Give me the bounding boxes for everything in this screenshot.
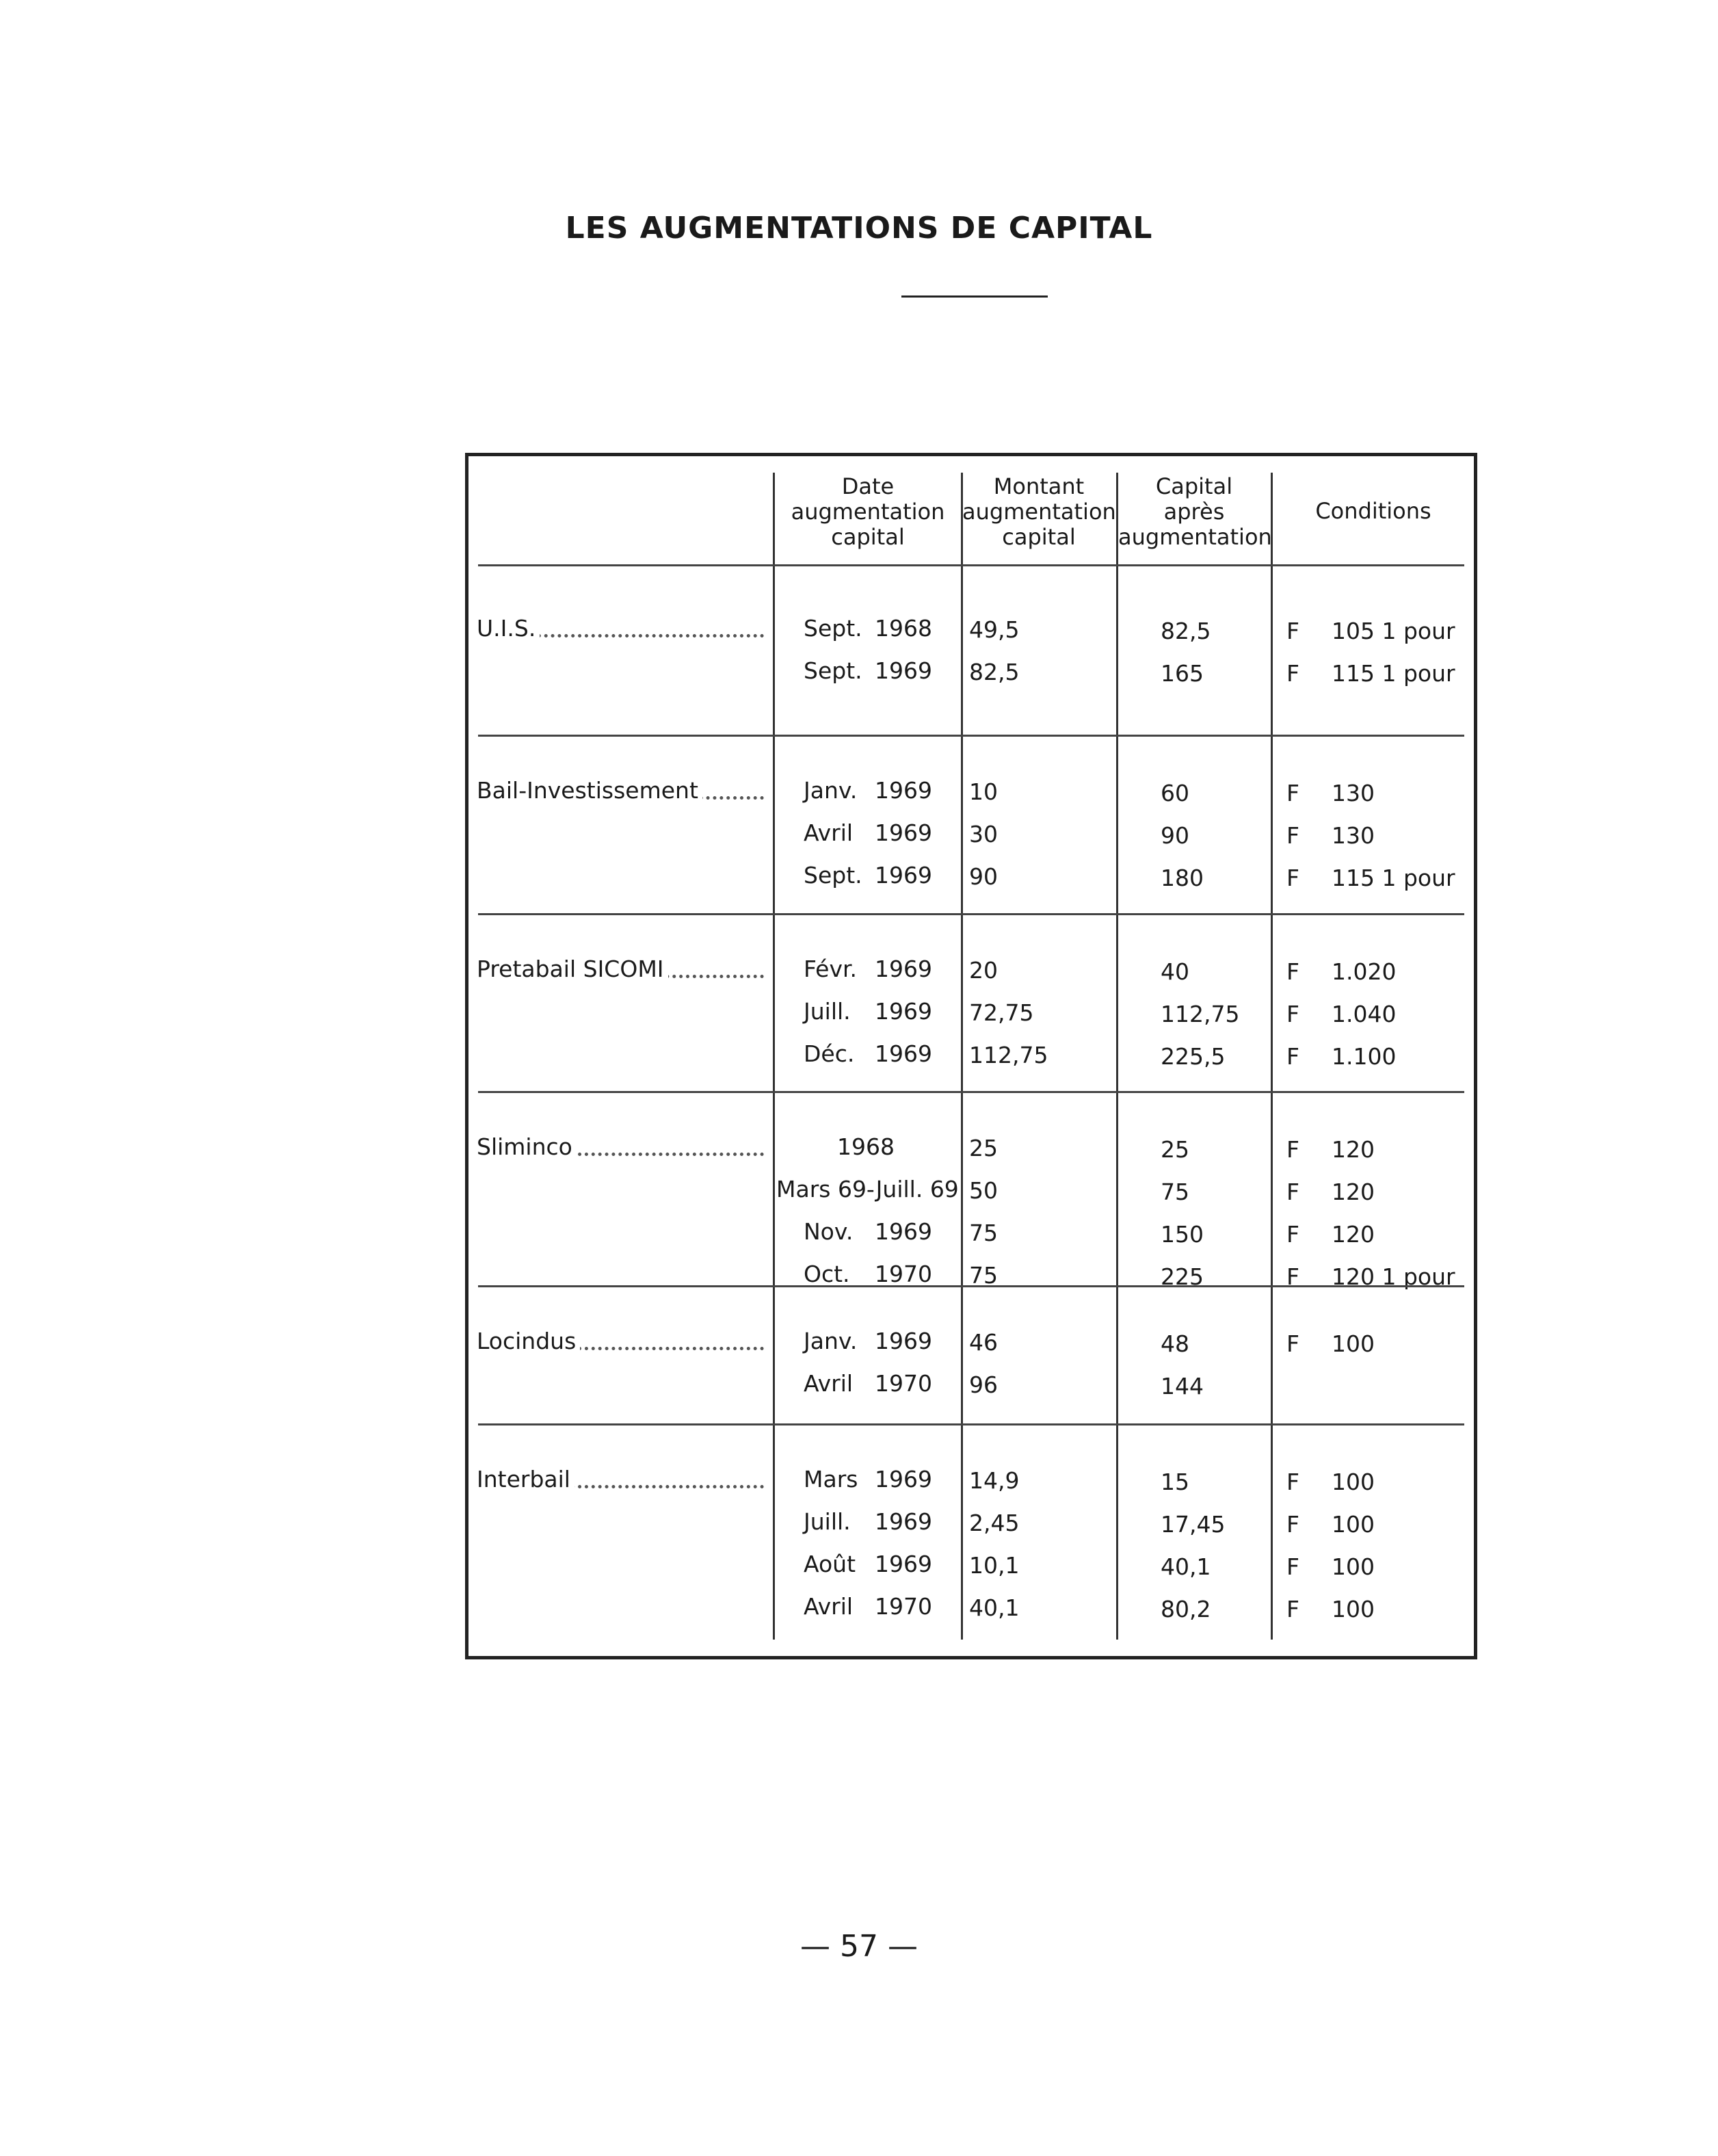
conditions-cell: 100 [1332, 1596, 1375, 1622]
capital-cell: 150 [1161, 1221, 1204, 1248]
date-month: Août [804, 1551, 856, 1577]
row-label [477, 1328, 764, 1354]
currency-cell: F [1286, 618, 1299, 644]
group-separator [478, 1285, 1464, 1287]
header-amount: Montant augmentation capital [962, 473, 1116, 550]
amount-cell: 10,1 [969, 1552, 1020, 1579]
conditions-cell: 100 [1332, 1511, 1375, 1538]
amount-cell: 82,5 [969, 659, 1020, 685]
date-month: Nov. [804, 1218, 854, 1245]
date-month: Avril [804, 819, 854, 846]
group-separator [478, 913, 1464, 915]
date-month: Sept. [804, 615, 862, 642]
conditions-cell: 1.100 [1332, 1043, 1397, 1070]
page-title: LES AUGMENTATIONS DE CAPITAL [565, 211, 1153, 246]
currency-cell: F [1286, 1553, 1299, 1580]
currency-cell: F [1286, 1511, 1299, 1538]
date-cell: 1968 [837, 1133, 895, 1160]
company-name: U.I.S. [477, 615, 540, 642]
conditions-cell: 105 1 pour [1332, 618, 1455, 644]
column-divider [1271, 473, 1273, 1640]
amount-cell: 50 [969, 1177, 998, 1204]
amount-cell: 10 [969, 778, 998, 805]
row-label [477, 1466, 764, 1493]
company-name: Pretabail SICOMI [477, 956, 668, 982]
amount-cell: 20 [969, 957, 998, 984]
capital-cell: 165 [1161, 660, 1204, 687]
date-year: 1969 [875, 862, 932, 889]
conditions-cell: 1.020 [1332, 958, 1397, 985]
capital-cell: 25 [1161, 1136, 1189, 1163]
row-label [477, 1133, 764, 1160]
currency-cell: F [1286, 780, 1299, 806]
currency-cell: F [1286, 1330, 1299, 1357]
date-month: Juill. [804, 998, 851, 1025]
conditions-cell: 120 [1332, 1179, 1375, 1205]
conditions-cell: 115 1 pour [1332, 865, 1455, 891]
capital-cell: 80,2 [1161, 1596, 1211, 1622]
conditions-cell: 100 [1332, 1330, 1375, 1357]
conditions-cell: 1.040 [1332, 1001, 1397, 1027]
date-year: 1970 [875, 1593, 932, 1620]
date-month: Févr. [804, 956, 858, 982]
currency-cell: F [1286, 1263, 1299, 1290]
date-month: Oct. [804, 1261, 850, 1287]
amount-cell: 46 [969, 1329, 998, 1356]
currency-cell: F [1286, 1136, 1299, 1163]
date-month: Mars [804, 1466, 858, 1493]
row-label [477, 956, 764, 982]
group-separator [478, 1091, 1464, 1093]
amount-cell: 96 [969, 1371, 998, 1398]
conditions-cell: 100 [1332, 1553, 1375, 1580]
conditions-cell: 120 [1332, 1136, 1375, 1163]
capital-increase-table [465, 453, 1477, 1659]
column-divider [961, 473, 963, 1640]
capital-cell: 40,1 [1161, 1553, 1211, 1580]
company-name: Interbail [477, 1466, 574, 1493]
currency-cell: F [1286, 1179, 1299, 1205]
date-year: 1969 [875, 1218, 932, 1245]
conditions-cell: 120 [1332, 1221, 1375, 1248]
date-month: Sept. [804, 862, 862, 889]
date-year: 1968 [875, 615, 932, 642]
conditions-cell: 120 1 pour [1332, 1263, 1455, 1290]
capital-cell: 112,75 [1161, 1001, 1240, 1027]
capital-cell: 40 [1161, 958, 1189, 985]
currency-cell: F [1286, 822, 1299, 849]
header-conditions: Conditions [1315, 498, 1431, 524]
date-year: 1969 [875, 1551, 932, 1577]
capital-cell: 180 [1161, 865, 1204, 891]
header-date: Date augmentation capital [791, 473, 945, 550]
header-separator [478, 564, 1464, 566]
currency-cell: F [1286, 865, 1299, 891]
date-month: Juill. [804, 1508, 851, 1535]
date-year: 1969 [875, 657, 932, 684]
amount-cell: 40,1 [969, 1594, 1020, 1621]
date-month: Sept. [804, 657, 862, 684]
currency-cell: F [1286, 1221, 1299, 1248]
company-name: Bail-Investissement [477, 777, 702, 804]
date-cell: Mars 69-Juill. 69 [776, 1176, 959, 1202]
title-underline [901, 295, 1048, 298]
date-year: 1969 [875, 1328, 932, 1354]
capital-cell: 60 [1161, 780, 1189, 806]
date-year: 1969 [875, 1508, 932, 1535]
currency-cell: F [1286, 1596, 1299, 1622]
column-divider [773, 473, 775, 1640]
amount-cell: 75 [969, 1220, 998, 1246]
date-month: Avril [804, 1370, 854, 1397]
date-year: 1969 [875, 998, 932, 1025]
currency-cell: F [1286, 1001, 1299, 1027]
date-year: 1969 [875, 956, 932, 982]
date-month: Avril [804, 1593, 854, 1620]
conditions-cell: 130 [1332, 822, 1375, 849]
conditions-cell: 115 1 pour [1332, 660, 1455, 687]
capital-cell: 48 [1161, 1330, 1189, 1357]
date-year: 1969 [875, 819, 932, 846]
group-separator [478, 1423, 1464, 1425]
date-year: 1969 [875, 1040, 932, 1067]
date-month: Janv. [804, 1328, 858, 1354]
amount-cell: 14,9 [969, 1467, 1020, 1494]
company-name: Locindus [477, 1328, 580, 1354]
column-divider [1116, 473, 1118, 1640]
amount-cell: 112,75 [969, 1042, 1048, 1068]
amount-cell: 30 [969, 821, 998, 847]
currency-cell: F [1286, 1043, 1299, 1070]
date-year: 1969 [875, 777, 932, 804]
amount-cell: 90 [969, 863, 998, 890]
conditions-cell: 100 [1332, 1469, 1375, 1495]
currency-cell: F [1286, 958, 1299, 985]
capital-cell: 15 [1161, 1469, 1189, 1495]
amount-cell: 2,45 [969, 1510, 1020, 1536]
capital-cell: 144 [1161, 1373, 1204, 1399]
date-year: 1970 [875, 1261, 932, 1287]
date-month: Janv. [804, 777, 858, 804]
group-separator [478, 735, 1464, 737]
row-label [477, 615, 764, 642]
capital-cell: 90 [1161, 822, 1189, 849]
page-number: — 57 — [800, 1929, 918, 1964]
capital-cell: 225,5 [1161, 1043, 1226, 1070]
currency-cell: F [1286, 1469, 1299, 1495]
capital-cell: 225 [1161, 1263, 1204, 1290]
amount-cell: 25 [969, 1135, 998, 1161]
conditions-cell: 130 [1332, 780, 1375, 806]
capital-cell: 17,45 [1161, 1511, 1226, 1538]
company-name: Sliminco [477, 1133, 577, 1160]
date-year: 1970 [875, 1370, 932, 1397]
row-label [477, 777, 764, 804]
amount-cell: 75 [969, 1262, 998, 1289]
amount-cell: 49,5 [969, 616, 1020, 643]
date-year: 1969 [875, 1466, 932, 1493]
header-capital: Capital après augmentation [1118, 473, 1272, 550]
date-month: Déc. [804, 1040, 855, 1067]
capital-cell: 82,5 [1161, 618, 1211, 644]
currency-cell: F [1286, 660, 1299, 687]
amount-cell: 72,75 [969, 999, 1034, 1026]
capital-cell: 75 [1161, 1179, 1189, 1205]
